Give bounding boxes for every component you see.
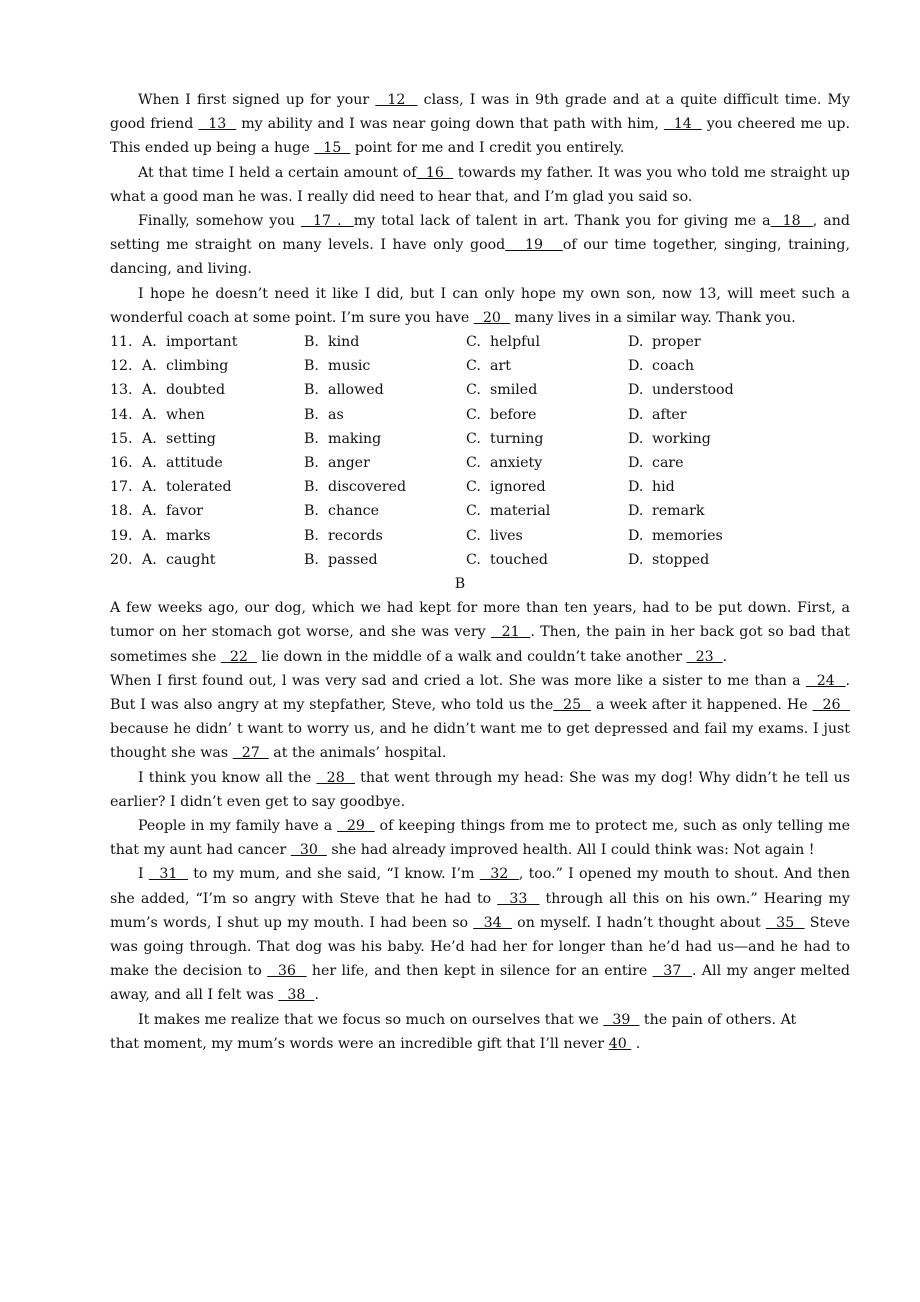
option-text: coach	[652, 358, 695, 375]
answer-option	[142, 548, 304, 572]
answer-option	[304, 330, 466, 354]
document-page	[110, 88, 850, 1056]
option-text: tolerated	[166, 479, 232, 496]
paragraph	[110, 161, 850, 209]
option-text: smiled	[490, 382, 538, 399]
answer-option	[466, 451, 628, 475]
paragraph	[110, 282, 850, 330]
option-letter: B.	[304, 358, 319, 375]
option-text: kind	[328, 334, 360, 351]
paragraph-text: . But I was also angry at my stepfather, Steve, who told us the	[110, 672, 851, 713]
answer-option	[466, 499, 628, 523]
option-text: anger	[328, 454, 370, 471]
option-text: material	[490, 503, 551, 520]
answer-option	[304, 524, 466, 548]
option-letter: B.	[304, 454, 319, 471]
option-letter: C.	[466, 454, 481, 471]
paragraph-text: that moment, my mum’s words were an incredible gift that I’ll never	[110, 1035, 609, 1052]
option-text: stopped	[652, 551, 710, 568]
answer-blank: 16	[416, 164, 454, 181]
question-options-row	[110, 403, 850, 427]
answer-blank: 14	[663, 116, 702, 133]
question-options-row	[110, 524, 850, 548]
answer-option	[142, 475, 304, 499]
paragraph-text: When I first found out, l was very sad and cried a lot. She was more like a sister to me than a	[110, 672, 806, 689]
paragraph	[110, 596, 850, 669]
answer-option	[304, 354, 466, 378]
option-text: allowed	[328, 382, 384, 399]
answer-option	[628, 354, 790, 378]
paragraph	[110, 766, 850, 814]
question-number: 16.	[110, 454, 133, 471]
paragraph-text: It makes me realize that we focus so much on ourselves that we	[138, 1011, 604, 1028]
option-text: setting	[166, 430, 216, 447]
paragraph	[110, 862, 850, 1007]
answer-option	[142, 427, 304, 451]
question-number: 17.	[110, 479, 133, 496]
option-text: marks	[166, 527, 211, 544]
option-text: memories	[652, 527, 723, 544]
paragraph-text: I	[138, 866, 149, 883]
paragraph-text: I hope he doesn’t need it like I did, but I can only hope my own son, now 13, will meet such a wonderful coach at some point. I’m sure you have	[110, 285, 850, 326]
answer-blank: 31	[148, 866, 188, 883]
option-text: before	[490, 406, 537, 423]
answer-option	[304, 451, 466, 475]
answer-blank: 36	[267, 963, 307, 980]
paragraph-text: I think you know all the	[138, 769, 317, 786]
option-text: climbing	[166, 358, 229, 375]
option-letter: C.	[466, 527, 481, 544]
paragraph-text: because he didn’ t want to worry us, and he didn’t want me to get depressed and fail my exams. I just thought she was	[110, 721, 850, 762]
answer-blank: 40	[608, 1035, 632, 1052]
option-text: caught	[166, 551, 216, 568]
option-letter: C.	[466, 358, 481, 375]
answer-blank: 34	[473, 914, 512, 931]
answer-option	[466, 427, 628, 451]
option-text: after	[652, 406, 687, 423]
answer-blank: 26	[812, 696, 850, 713]
option-letter: D.	[628, 551, 644, 568]
paragraph	[110, 209, 850, 282]
paragraph-text: that went through my head: She was my dog! Why didn’t he tell us earlier? I didn’t even get to say goodbye.	[110, 769, 851, 810]
answer-option	[628, 499, 790, 523]
answer-option	[466, 378, 628, 402]
option-text: proper	[652, 334, 701, 351]
answer-blank: 30	[290, 842, 327, 859]
paragraph-text: she had already improved health. All I could think was: Not again !	[326, 842, 815, 859]
option-text: chance	[328, 503, 380, 520]
option-letter: B.	[304, 334, 319, 351]
paragraph-text: At that time I held a certain amount of	[138, 164, 417, 181]
paragraph-text: .	[314, 987, 319, 1004]
paragraph-text: at the animals’ hospital.	[268, 745, 447, 762]
answer-blank: 22	[220, 648, 257, 665]
answer-blank: 38	[278, 987, 315, 1004]
answer-option	[304, 475, 466, 499]
answer-option	[142, 451, 304, 475]
answer-option	[466, 524, 628, 548]
answer-option	[628, 330, 790, 354]
option-letter: D.	[628, 454, 644, 471]
question-number: 19.	[110, 527, 133, 544]
option-text: favor	[166, 503, 204, 520]
paragraph-text: . All my anger melted away, and all I felt was	[110, 963, 850, 1004]
option-text: remark	[652, 503, 705, 520]
question-number: 14.	[110, 406, 133, 423]
paragraph-text: many lives in a similar way. Thank you.	[509, 309, 796, 326]
option-letter: B.	[304, 382, 319, 399]
answer-blank: 39	[603, 1011, 640, 1028]
option-text: hid	[652, 479, 675, 496]
answer-option	[304, 427, 466, 451]
paragraph-text: People in my family have a	[138, 817, 338, 834]
answer-blank: 33	[497, 890, 540, 907]
question-options-row	[110, 499, 850, 523]
option-letter: D.	[628, 406, 644, 423]
question-number: 15.	[110, 430, 133, 447]
answer-option	[142, 330, 304, 354]
option-letter: B.	[304, 406, 319, 423]
paragraph-text: on myself. I hadn’t thought about	[512, 914, 766, 931]
answer-option	[304, 548, 466, 572]
answer-blank: 21	[490, 624, 531, 641]
option-text: discovered	[328, 479, 407, 496]
paragraph-text: you cheered me up. This ended up being a huge	[110, 116, 851, 157]
paragraph-text: , too.” I opened my mouth to shout. And then she added, “I’m so angry with Steve that he had to	[110, 866, 850, 907]
option-letter: D.	[628, 479, 644, 496]
paragraph	[110, 88, 850, 161]
answer-blank: 24	[805, 672, 846, 689]
option-text: understood	[652, 382, 734, 399]
question-options-row	[110, 330, 850, 354]
option-letter: A.	[142, 454, 157, 471]
answer-option	[628, 427, 790, 451]
option-letter: C.	[466, 551, 481, 568]
answer-option	[628, 378, 790, 402]
paragraph-text: a week after it happened. He	[591, 696, 813, 713]
paragraph-text: her life, and then kept in silence for an entire	[306, 963, 653, 980]
answer-option	[466, 475, 628, 499]
option-letter: A.	[142, 551, 157, 568]
answer-blank: 29	[337, 817, 375, 834]
paragraph-text: class, I was in 9th grade and at a quite difficult time. My good friend	[110, 92, 850, 133]
option-letter: B.	[304, 479, 319, 496]
paragraph-text: Steve was going through. That dog was his baby. He’d had her for longer than he’d had us—and he had to make the decision to	[110, 914, 850, 980]
question-options-row	[110, 354, 850, 378]
paragraph-text: towards my father. It was you who told me straight up what a good man he was. I really did need to hear that, and I’m glad you said so.	[110, 164, 851, 205]
option-letter: C.	[466, 382, 481, 399]
paragraph	[110, 669, 850, 766]
options-list	[110, 330, 850, 572]
answer-blank: 20	[473, 309, 510, 326]
option-letter: A.	[142, 479, 157, 496]
option-letter: C.	[466, 503, 481, 520]
paragraph-text: lie down in the middle of a walk and couldn’t take another	[256, 648, 687, 665]
answer-blank: 19	[505, 237, 563, 254]
option-text: ignored	[490, 479, 546, 496]
answer-blank: 25	[553, 696, 592, 713]
paragraph-text: A few weeks ago, our dog, which we had kept for more than ten years, had to be put down. First, a tumor on her stomach got worse, and she was very	[110, 600, 850, 641]
option-letter: A.	[142, 527, 157, 544]
option-letter: A.	[142, 503, 157, 520]
answer-option	[142, 499, 304, 523]
option-letter: A.	[142, 334, 157, 351]
answer-option	[466, 330, 628, 354]
option-text: art	[490, 358, 511, 375]
paragraph-text: When I first signed up for your	[138, 92, 376, 108]
question-options-row	[110, 427, 850, 451]
paragraph-text: .	[631, 1035, 641, 1052]
question-options-row	[110, 451, 850, 475]
option-text: making	[328, 430, 382, 447]
paragraph-text: through all this on his own.” Hearing my mum’s words, I shut up my mouth. I had been so	[110, 890, 850, 931]
answer-blank: 13	[198, 116, 237, 133]
option-letter: D.	[628, 527, 644, 544]
question-number: 20.	[110, 551, 133, 568]
option-letter: A.	[142, 406, 157, 423]
option-letter: C.	[466, 406, 481, 423]
question-number: 11.	[110, 334, 133, 351]
answer-option	[628, 475, 790, 499]
option-letter: D.	[628, 382, 644, 399]
answer-blank: 35	[765, 914, 805, 931]
answer-option	[142, 524, 304, 548]
option-text: when	[166, 406, 205, 423]
option-text: turning	[490, 430, 544, 447]
answer-option	[142, 378, 304, 402]
answer-option	[628, 451, 790, 475]
answer-option	[142, 403, 304, 427]
answer-blank: 28	[316, 769, 355, 786]
answer-option	[466, 548, 628, 572]
answer-blank: 37	[652, 963, 692, 980]
paragraph-text: , and setting me straight on many levels. I have only good	[110, 213, 850, 254]
option-letter: D.	[628, 430, 644, 447]
answer-option	[304, 378, 466, 402]
option-letter: C.	[466, 334, 481, 351]
paragraph	[110, 814, 850, 862]
answer-blank: 17 .	[300, 213, 354, 230]
answer-option	[628, 548, 790, 572]
answer-option	[466, 354, 628, 378]
question-options-row	[110, 378, 850, 402]
option-text: care	[652, 454, 684, 471]
option-text: working	[652, 430, 711, 447]
answer-option	[142, 354, 304, 378]
option-letter: D.	[628, 503, 644, 520]
question-options-row	[110, 475, 850, 499]
paragraph-text: my total lack of talent in art. Thank you for giving me a	[353, 213, 771, 230]
option-text: attitude	[166, 454, 223, 471]
answer-blank: 12	[375, 92, 418, 108]
answer-option	[304, 499, 466, 523]
answer-option	[466, 403, 628, 427]
option-letter: B.	[304, 430, 319, 447]
answer-blank: 23	[686, 648, 723, 665]
option-letter: A.	[142, 382, 157, 399]
paragraph-text: . Then, the pain in her back got so bad that sometimes she	[110, 624, 851, 665]
option-text: doubted	[166, 382, 226, 399]
option-letter: B.	[304, 503, 319, 520]
paragraph	[110, 1008, 850, 1032]
option-text: as	[328, 406, 344, 423]
option-text: lives	[490, 527, 523, 544]
option-letter: A.	[142, 430, 157, 447]
passage-b	[110, 596, 850, 1056]
option-letter: B.	[304, 527, 319, 544]
answer-blank: 18	[770, 213, 813, 230]
question-number: 18.	[110, 503, 133, 520]
paragraph-text: .	[722, 648, 728, 665]
paragraph-text: the pain of others. At	[639, 1011, 797, 1028]
option-letter: D.	[628, 334, 644, 351]
option-text: important	[166, 334, 238, 351]
answer-blank: 27	[232, 745, 269, 762]
question-number: 13.	[110, 382, 133, 399]
option-text: music	[328, 358, 371, 375]
answer-option	[628, 403, 790, 427]
answer-blank: 32	[479, 866, 519, 883]
answer-option	[628, 524, 790, 548]
passage-a	[110, 88, 850, 330]
answer-option	[304, 403, 466, 427]
option-letter: A.	[142, 358, 157, 375]
paragraph-text: point for me and I credit you entirely.	[350, 140, 625, 157]
option-text: helpful	[490, 334, 541, 351]
option-letter: D.	[628, 358, 644, 375]
paragraph-text: my ability and I was near going down that path with him,	[236, 116, 664, 133]
option-letter: B.	[304, 551, 319, 568]
paragraph-text: Finally, somehow you	[138, 213, 301, 230]
paragraph	[110, 1032, 850, 1056]
option-text: anxiety	[490, 454, 543, 471]
option-text: passed	[328, 551, 378, 568]
answer-blank: 15	[314, 140, 351, 157]
paragraph-text: of our time together, singing, training, dancing, and living.	[110, 237, 850, 278]
option-text: touched	[490, 551, 548, 568]
question-number: 12.	[110, 358, 133, 375]
paragraph-text: of keeping things from me to protect me, such as only telling me that my aunt had cancer	[110, 817, 850, 859]
paragraph-text: to my mum, and she said, “I know. I’m	[187, 866, 480, 883]
question-options-row	[110, 548, 850, 572]
option-text: records	[328, 527, 383, 544]
section-b-heading: B	[454, 575, 466, 592]
option-letter: C.	[466, 479, 481, 496]
option-letter: C.	[466, 430, 481, 447]
